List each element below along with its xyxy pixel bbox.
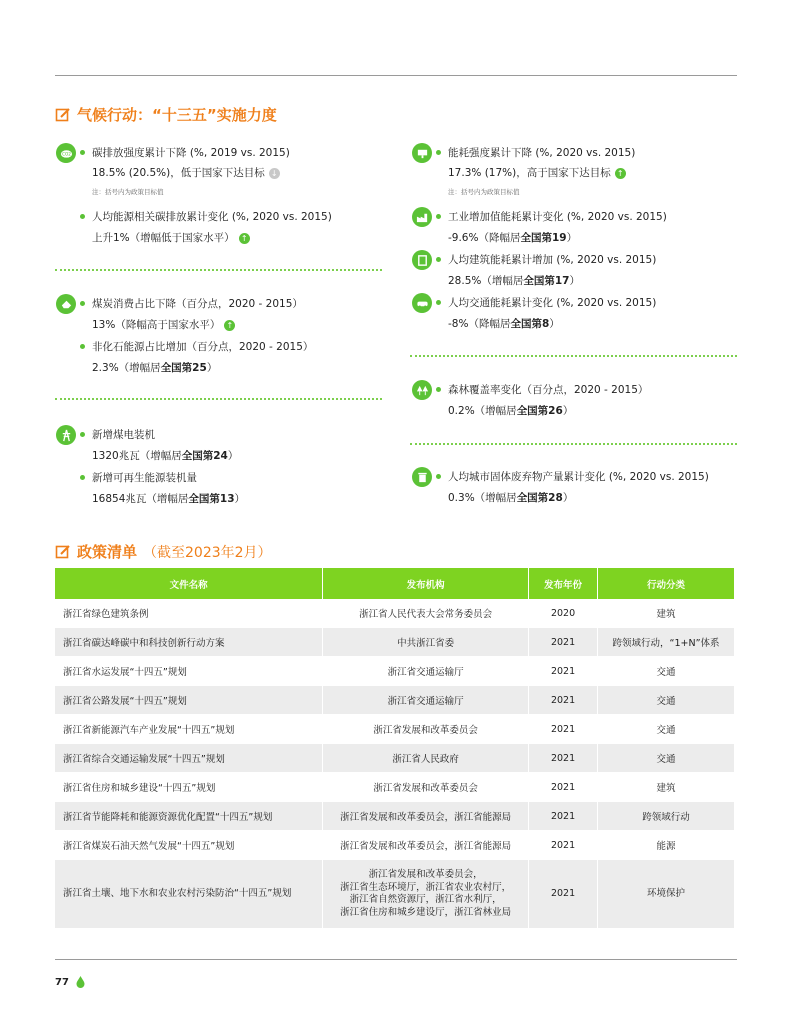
table-row: [55, 686, 735, 715]
divider: [410, 355, 737, 357]
indicator-label: 森林覆盖率变化（百分点，2020 - 2015）: [436, 383, 648, 397]
indicator-value: -8%（降幅居全国第8）: [448, 318, 560, 330]
indicator-value: -9.6%（降幅居全国第19）: [448, 232, 578, 244]
arrow-up-icon: ↑: [615, 168, 626, 179]
cell-org: 浙江省交通运输厅: [323, 657, 529, 686]
column-header: 文件名称: [55, 568, 323, 599]
power-tower-icon: [56, 425, 76, 445]
cell-name: 浙江省土壤、地下水和农业农村污染防治“十四五”规划: [55, 860, 323, 929]
indicator-label: 人均城市固体废弃物产量累计变化 (%, 2020 vs. 2015): [436, 470, 709, 484]
co2-icon: [56, 143, 76, 163]
cell-org-line: 浙江省生态环境厅，浙江省农业农村厅，: [340, 881, 512, 893]
indicator-label: 新增可再生能源装机量: [80, 471, 197, 485]
arrow-up-icon: ↑: [239, 233, 250, 244]
indicator-value: 0.3%（增幅居全国第28）: [448, 492, 574, 504]
cell-name: 浙江省水运发展“十四五”规划: [55, 657, 323, 686]
cell-category: 交通: [598, 744, 735, 773]
bottom-rule: [55, 959, 737, 960]
cell-category: 环境保护: [598, 860, 735, 929]
cell-year: 2021: [529, 773, 598, 802]
indicator-label: 人均交通能耗累计变化 (%, 2020 vs. 2015): [436, 296, 656, 310]
divider: [55, 269, 382, 271]
table-row: [55, 628, 735, 657]
cell-org: 浙江省发展和改革委员会: [323, 715, 529, 744]
divider: [55, 398, 382, 400]
indicator-value: 上升1%（增幅低于国家水平） ↑: [92, 231, 250, 245]
cell-year: 2021: [529, 628, 598, 657]
cell-year: 2021: [529, 860, 598, 929]
indicator-value: 16854兆瓦（增幅居全国第13）: [92, 493, 246, 505]
cell-org: 浙江省发展和改革委员会: [323, 773, 529, 802]
arrow-down-icon: ↓: [269, 168, 280, 179]
section-title-text: 气候行动：“十三五”实施力度: [77, 106, 277, 124]
table-row: [55, 831, 735, 860]
cell-category: 能源: [598, 831, 735, 860]
edit-icon: [55, 544, 71, 560]
cell-org: 浙江省人民政府: [323, 744, 529, 773]
cell-name: 浙江省节能降耗和能源资源优化配置“十四五”规划: [55, 802, 323, 831]
cell-org: [323, 860, 529, 929]
cell-year: 2021: [529, 657, 598, 686]
table-row: [55, 802, 735, 831]
indicator-label: 煤炭消费占比下降（百分点，2020 - 2015）: [80, 297, 303, 311]
cell-name: 浙江省绿色建筑条例: [55, 599, 323, 628]
cell-category: 交通: [598, 657, 735, 686]
indicator-value: 0.2%（增幅居全国第26）: [448, 405, 574, 417]
indicator-label: 能耗强度累计下降 (%, 2020 vs. 2015): [436, 146, 635, 160]
section-title-climate: [55, 104, 277, 125]
cell-name: 浙江省住房和城乡建设“十四五”规划: [55, 773, 323, 802]
divider: [410, 443, 737, 445]
table-row: [55, 657, 735, 686]
table-row: [55, 860, 735, 929]
cell-org-line: 浙江省自然资源厅，浙江省水利厅，: [349, 894, 502, 905]
cell-year: 2021: [529, 802, 598, 831]
cell-category: 交通: [598, 715, 735, 744]
trash-icon: [412, 467, 432, 487]
column-header: 行动分类: [598, 568, 735, 599]
cell-category: 建筑: [598, 599, 735, 628]
table-row: [55, 744, 735, 773]
table-row: [55, 773, 735, 802]
cell-year: 2021: [529, 831, 598, 860]
svg-text:CO2: CO2: [61, 151, 71, 157]
table-row: [55, 715, 735, 744]
cell-org-line: 浙江省住房和城乡建设厅，浙江省林业局: [340, 906, 512, 918]
section-title-policy: [55, 541, 272, 562]
building-icon: [412, 250, 432, 270]
column-header: 发布机构: [323, 568, 529, 599]
edit-icon: [55, 107, 71, 123]
cell-org: 浙江省人民代表大会常务委员会: [323, 599, 529, 628]
indicator-label: 新增煤电装机: [80, 428, 155, 442]
cell-org: 浙江省交通运输厅: [323, 686, 529, 715]
factory-energy-icon: [412, 143, 432, 163]
page-number: 77: [55, 977, 69, 988]
cell-category: 跨领域行动: [598, 802, 735, 831]
arrow-up-icon: ↑: [224, 320, 235, 331]
indicator-label: 人均能源相关碳排放累计变化 (%, 2020 vs. 2015): [80, 210, 332, 224]
indicator-label: 工业增加值能耗累计变化 (%, 2020 vs. 2015): [436, 210, 667, 224]
cell-year: 2021: [529, 744, 598, 773]
section-title-text: 政策清单: [77, 543, 138, 561]
cell-name: 浙江省新能源汽车产业发展“十四五”规划: [55, 715, 323, 744]
cell-org-line: 浙江省发展和改革委员会，: [368, 869, 483, 880]
cell-year: 2021: [529, 715, 598, 744]
indicator-value: 28.5%（增幅居全国第17）: [448, 275, 580, 287]
cell-category: 交通: [598, 686, 735, 715]
section-subtitle: （截至2023年2月）: [143, 544, 272, 561]
cell-category: 跨领域行动，“1+N”体系: [598, 628, 735, 657]
leaf-drop-icon: [76, 976, 85, 988]
cell-org: 浙江省发展和改革委员会，浙江省能源局: [323, 802, 529, 831]
cell-name: 浙江省综合交通运输发展“十四五”规划: [55, 744, 323, 773]
indicator-value: 18.5% (20.5%)，低于国家下达目标 ↓: [92, 166, 280, 180]
indicator-value: 1320兆瓦（增幅居全国第24）: [92, 450, 239, 462]
car-icon: [412, 293, 432, 313]
cell-year: 2020: [529, 599, 598, 628]
indicator-value: 17.3% (17%)，高于国家下达目标 ↑: [448, 166, 626, 180]
indicator-label: 人均建筑能耗累计增加 (%, 2020 vs. 2015): [436, 253, 656, 267]
coal-icon: [56, 294, 76, 314]
industry-icon: [412, 207, 432, 227]
note: 注：括号内为政策目标值: [92, 188, 164, 196]
cell-category: 建筑: [598, 773, 735, 802]
cell-name: 浙江省煤炭石油天然气发展“十四五”规划: [55, 831, 323, 860]
forest-icon: [412, 380, 432, 400]
cell-name: 浙江省公路发展“十四五”规划: [55, 686, 323, 715]
note: 注：括号内为政策目标值: [448, 188, 520, 196]
table-row: [55, 599, 735, 628]
indicator-label: 碳排放强度累计下降 (%, 2019 vs. 2015): [80, 146, 290, 160]
indicator-value: 13%（降幅高于国家水平） ↑: [92, 318, 235, 332]
top-rule: [55, 75, 737, 76]
indicator-label: 非化石能源占比增加（百分点，2020 - 2015）: [80, 340, 313, 354]
cell-name: 浙江省碳达峰碳中和科技创新行动方案: [55, 628, 323, 657]
cell-org: 中共浙江省委: [323, 628, 529, 657]
policy-table: [55, 568, 735, 929]
table-header-row: [55, 568, 735, 599]
indicator-value: 2.3%（增幅居全国第25）: [92, 362, 218, 374]
cell-org: 浙江省发展和改革委员会，浙江省能源局: [323, 831, 529, 860]
column-header: 发布年份: [529, 568, 598, 599]
cell-year: 2021: [529, 686, 598, 715]
